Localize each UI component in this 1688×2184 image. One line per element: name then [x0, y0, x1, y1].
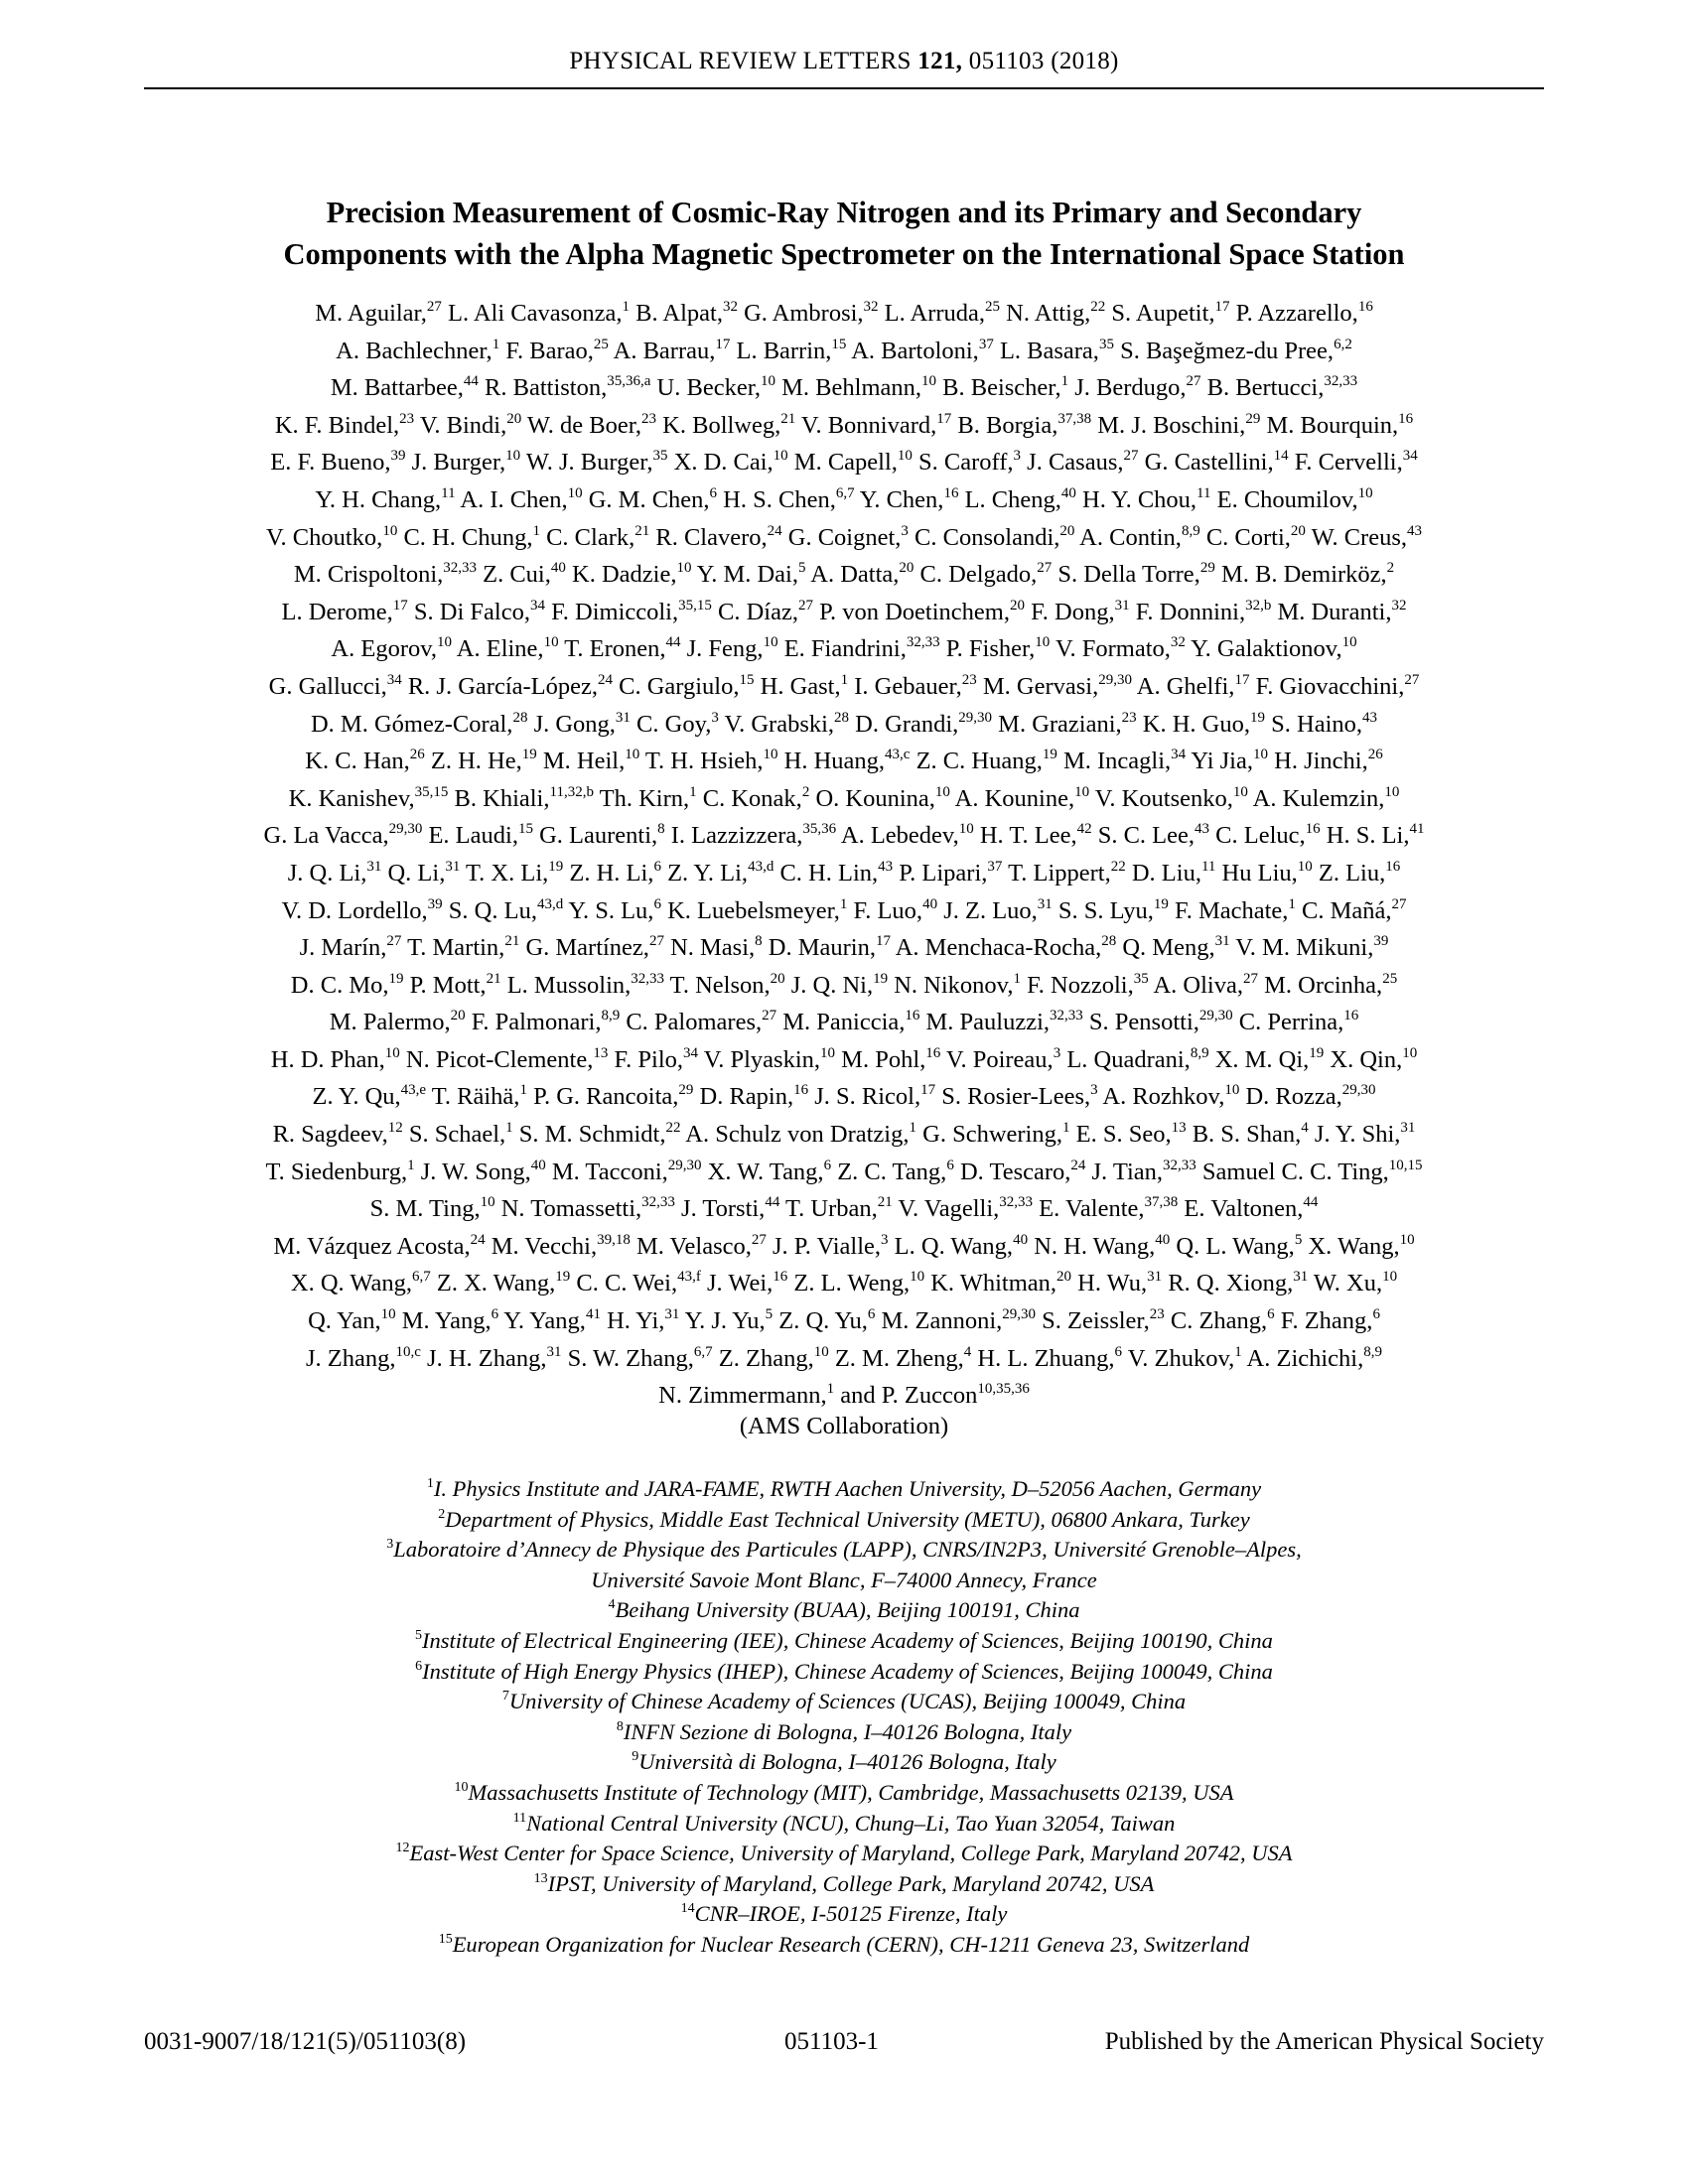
author-line: J. Q. Li,$^{31}$ Q. Li,$^{31}$ T. X. Li,$^{19}$ Z. H. Li,$^6$ Z. Y. Li,$^{43,d}$ C. H. Lin,$^{43}$ P. Lipari,$^{37}$ T. Lippert,$^{22}$ D. Liu,$^{11}$ Hu Liu,$^{10}$ Z. Liu,$^{16}$: [287, 858, 1401, 887]
author-line: D. C. Mo,$^{19}$ P. Mott,$^{21}$ L. Mussolin,$^{32,33}$ T. Nelson,$^{20}$ J. Q. Ni,$^{19}$ N. Nikonov,$^1$ F. Nozzoli,$^{35}$ A. Oliva,$^{27}$ M. Orcinha,$^{25}$: [290, 970, 1398, 999]
footer-page-number: 051103-1: [784, 2028, 879, 2055]
footer-publisher: Published by the American Physical Society: [1104, 2028, 1544, 2055]
affiliation-line: Université Savoie Mont Blanc, F–74000 Annecy, France: [591, 1567, 1097, 1592]
author-line: Y. H. Chang,$^{11}$ A. I. Chen,$^{10}$ G. M. Chen,$^6$ H. S. Chen,$^{6,7}$ Y. Chen,$^{16}$ L. Cheng,$^{40}$ H. Y. Chou,$^{11}$ E. Choumilov,$^{10}$: [315, 484, 1373, 513]
author-line: H. D. Phan,$^{10}$ N. Picot-Clemente,$^{13}$ F. Pilo,$^{34}$ V. Plyaskin,$^{10}$ M. Pohl,$^{16}$ V. Poireau,$^3$ L. Quadrani,$^{8,9}$ X. M. Qi,$^{19}$ X. Qin,$^{10}$: [270, 1044, 1418, 1073]
affiliation-line: $^8$INFN Sezione di Bologna, I–40126 Bologna, Italy: [616, 1718, 1072, 1744]
affiliation-line: $^7$University of Chinese Academy of Sciences (UCAS), Beijing 100049, China: [501, 1689, 1187, 1714]
author-line: X. Q. Wang,$^{6,7}$ Z. X. Wang,$^{19}$ C. C. Wei,$^{43,f}$ J. Wei,$^{16}$ Z. L. Weng,$^{10}$ K. Whitman,$^{20}$ H. Wu,$^{31}$ R. Q. Xiong,$^{31}$ W. Xu,$^{10}$: [290, 1269, 1398, 1297]
affiliation-line: $^1$I. Physics Institute and JARA-FAME, RWTH Aachen University, D–52056 Aachen, Germany: [426, 1476, 1262, 1501]
collaboration-name: (AMS Collaboration): [739, 1413, 949, 1439]
author-line: G. Gallucci,$^{34}$ R. J. García-López,$^{24}$ C. Gargiulo,$^{15}$ H. Gast,$^1$ I. Gebauer,$^{23}$ M. Gervasi,$^{29,30}$ A. Ghelfi,$^{17}$ F. Giovacchini,$^{27}$: [268, 671, 1420, 700]
affiliation-line: $^5$Institute of Electrical Engineering (IEE), Chinese Academy of Sciences, Beijing 100190, China: [415, 1627, 1273, 1653]
affiliation-line: $^9$Università di Bologna, I–40126 Bologna, Italy: [632, 1749, 1056, 1775]
author-line: A. Egorov,$^{10}$ A. Eline,$^{10}$ T. Eronen,$^{44}$ J. Feng,$^{10}$ E. Fiandrini,$^{32,33}$ P. Fisher,$^{10}$ V. Formato,$^{32}$ Y. Galaktionov,$^{10}$: [331, 634, 1357, 663]
author-line: G. La Vacca,$^{29,30}$ E. Laudi,$^{15}$ G. Laurenti,$^8$ I. Lazzizzera,$^{35,36}$ A. Lebedev,$^{10}$ H. T. Lee,$^{42}$ S. C. Lee,$^{43}$ C. Leluc,$^{16}$ H. S. Li,$^{41}$: [263, 821, 1425, 850]
affiliation-line: $^3$Laboratoire d’Annecy de Physique des Particules (LAPP), CNRS/IN2P3, Université Grenoble–Alpes,: [386, 1537, 1302, 1563]
author-line: J. Marín,$^{27}$ T. Martin,$^{21}$ G. Martínez,$^{27}$ N. Masi,$^8$ D. Maurin,$^{17}$ A. Menchaca-Rocha,$^{28}$ Q. Meng,$^{31}$ V. M. Mikuni,$^{39}$: [299, 933, 1389, 962]
author-line: Q. Yan,$^{10}$ M. Yang,$^6$ Y. Yang,$^{41}$ H. Yi,$^{31}$ Y. J. Yu,$^5$ Z. Q. Yu,$^6$ M. Zannoni,$^{29,30}$ S. Zeissler,$^{23}$ C. Zhang,$^6$ F. Zhang,$^6$: [308, 1306, 1380, 1335]
journal-name: PHYSICAL REVIEW LETTERS: [569, 48, 918, 74]
author-line: K. F. Bindel,$^{23}$ V. Bindi,$^{20}$ W. de Boer,$^{23}$ K. Bollweg,$^{21}$ V. Bonnivard,$^{17}$ B. Borgia,$^{37,38}$ M. J. Boschini,$^{29}$ M. Bourquin,$^{16}$: [274, 410, 1414, 439]
footer-doi: 0031-9007/18/121(5)/051103(8): [144, 2028, 467, 2055]
author-list: [144, 295, 1544, 1415]
author-line: K. C. Han,$^{26}$ Z. H. He,$^{19}$ M. Heil,$^{10}$ T. H. Hsieh,$^{10}$ H. Huang,$^{43,c}$ Z. C. Huang,$^{19}$ M. Incagli,$^{34}$ Yi Jia,$^{10}$ H. Jinchi,$^{26}$: [305, 747, 1383, 775]
title-line-2: Components with the Alpha Magnetic Spectrometer on the International Space Station: [283, 237, 1405, 271]
author-line: Z. Y. Qu,$^{43,e}$ T. Räihä,$^1$ P. G. Rancoita,$^{29}$ D. Rapin,$^{16}$ J. S. Ricol,$^{17}$ S. Rosier-Lees,$^3$ A. Rozhkov,$^{10}$ D. Rozza,$^{29,30}$: [312, 1082, 1376, 1111]
affiliation-line: $^4$Beihang University (BUAA), Beijing 100191, China: [608, 1597, 1080, 1623]
affiliation-line: $^2$Department of Physics, Middle East Technical University (METU), 06800 Ankara, Turkey: [438, 1506, 1250, 1532]
author-line: M. Aguilar,$^{27}$ L. Ali Cavasonza,$^1$ B. Alpat,$^{32}$ G. Ambrosi,$^{32}$ L. Arruda,$^{25}$ N. Attig,$^{22}$ S. Aupetit,$^{17}$ P. Azzarello,$^{16}$: [315, 299, 1373, 327]
affiliation-line: $^{12}$East-West Center for Space Science, University of Maryland, College Park, Maryland 20742, USA: [395, 1841, 1293, 1866]
author-line: R. Sagdeev,$^{12}$ S. Schael,$^1$ S. M. Schmidt,$^{22}$ A. Schulz von Dratzig,$^1$ G. Schwering,$^1$ E. S. Seo,$^{13}$ B. S. Shan,$^4$ J. Y. Shi,$^{31}$: [272, 1120, 1416, 1149]
article-number: 051103 (2018): [962, 48, 1119, 74]
author-line: M. Palermo,$^{20}$ F. Palmonari,$^{8,9}$ C. Palomares,$^{27}$ M. Paniccia,$^{16}$ M. Pauluzzi,$^{32,33}$ S. Pensotti,$^{29,30}$ C. Perrina,$^{16}$: [329, 1008, 1359, 1036]
author-line: D. M. Gómez-Coral,$^{28}$ J. Gong,$^{31}$ C. Goy,$^3$ V. Grabski,$^{28}$ D. Grandi,$^{29,30}$ M. Graziani,$^{23}$ K. H. Guo,$^{19}$ S. Haino,$^{43}$: [310, 709, 1377, 738]
author-line: M. Crispoltoni,$^{32,33}$ Z. Cui,$^{40}$ K. Dadzie,$^{10}$ Y. M. Dai,$^5$ A. Datta,$^{20}$ C. Delgado,$^{27}$ S. Della Torre,$^{29}$ M. B. Demirköz,$^2$: [293, 560, 1395, 589]
author-line: M. Vázquez Acosta,$^{24}$ M. Vecchi,$^{39,18}$ M. Velasco,$^{27}$ J. P. Vialle,$^3$ L. Q. Wang,$^{40}$ N. H. Wang,$^{40}$ Q. L. Wang,$^5$ X. Wang,$^{10}$: [273, 1231, 1415, 1260]
author-line: N. Zimmermann,$^1$ and P. Zuccon$^{10,35,36}$: [658, 1381, 1030, 1410]
title-line-1: Precision Measurement of Cosmic-Ray Nitrogen and its Primary and Secondary: [326, 196, 1362, 229]
author-line: E. F. Bueno,$^{39}$ J. Burger,$^{10}$ W. J. Burger,$^{35}$ X. D. Cai,$^{10}$ M. Capell,$^{10}$ S. Caroff,$^3$ J. Casaus,$^{27}$ G. Castellini,$^{14}$ F. Cervelli,$^{34}$: [270, 448, 1418, 477]
affiliation-line: $^6$Institute of High Energy Physics (IHEP), Chinese Academy of Sciences, Beijing 100049, China: [415, 1658, 1273, 1684]
affiliation-line: $^{11}$National Central University (NCU), Chung–Li, Tao Yuan 32054, Taiwan: [512, 1810, 1176, 1836]
author-line: L. Derome,$^{17}$ S. Di Falco,$^{34}$ F. Dimiccoli,$^{35,15}$ C. Díaz,$^{27}$ P. von Doetinchem,$^{20}$ F. Dong,$^{31}$ F. Donnini,$^{32,b}$ M. Duranti,$^{32}$: [281, 597, 1407, 625]
journal-volume: 121,: [917, 48, 963, 74]
author-line: V. D. Lordello,$^{39}$ S. Q. Lu,$^{43,d}$ Y. S. Lu,$^6$ K. Luebelsmeyer,$^1$ F. Luo,$^{40}$ J. Z. Luo,$^{31}$ S. S. Lyu,$^{19}$ F. Machate,$^1$ C. Mañá,$^{27}$: [281, 895, 1407, 924]
author-line: A. Bachlechner,$^1$ F. Barao,$^{25}$ A. Barrau,$^{17}$ L. Barrin,$^{15}$ A. Bartoloni,$^{37}$ L. Basara,$^{35}$ S. Başeğmez-du Pree,$^{6,2}$: [336, 336, 1352, 364]
affiliation-line: $^{14}$CNR–IROE, I-50125 Firenze, Italy: [680, 1901, 1008, 1927]
author-line: K. Kanishev,$^{35,15}$ B. Khiali,$^{11,32,b}$ Th. Kirn,$^1$ C. Konak,$^2$ O. Kounina,$^{10}$ A. Kounine,$^{10}$ V. Koutsenko,$^{10}$ A. Kulemzin,$^{10}$: [288, 783, 1400, 812]
affiliation-line: $^{15}$European Organization for Nuclear Research (CERN), CH-1211 Geneva 23, Switzerland: [438, 1931, 1250, 1957]
author-line: T. Siedenburg,$^1$ J. W. Song,$^{40}$ M. Tacconi,$^{29,30}$ X. W. Tang,$^6$ Z. C. Tang,$^6$ D. Tescaro,$^{24}$ J. Tian,$^{32,33}$ Samuel C. C. Ting,$^{10,15}$: [265, 1157, 1423, 1185]
affiliation-line: $^{10}$Massachusetts Institute of Technology (MIT), Cambridge, Massachusetts 02139, USA: [454, 1779, 1234, 1805]
author-line: V. Choutko,$^{10}$ C. H. Chung,$^1$ C. Clark,$^{21}$ R. Clavero,$^{24}$ G. Coignet,$^3$ C. Consolandi,$^{20}$ A. Contin,$^{8,9}$ C. Corti,$^{20}$ W. Creus,$^{43}$: [266, 522, 1422, 551]
running-header: [144, 48, 1544, 87]
paper-title: [144, 192, 1544, 275]
header-rule: [144, 87, 1544, 89]
affiliation-line: $^{13}$IPST, University of Maryland, College Park, Maryland 20742, USA: [533, 1870, 1155, 1896]
author-line: J. Zhang,$^{10,c}$ J. H. Zhang,$^{31}$ S. W. Zhang,$^{6,7}$ Z. Zhang,$^{10}$ Z. M. Zheng,$^4$ H. L. Zhuang,$^6$ V. Zhukov,$^1$ A. Zichichi,$^{8,9}$: [305, 1343, 1382, 1372]
author-line: S. M. Ting,$^{10}$ N. Tomassetti,$^{32,33}$ J. Torsti,$^{44}$ T. Urban,$^{21}$ V. Vagelli,$^{32,33}$ E. Valente,$^{37,38}$ E. Valtonen,$^{44}$: [369, 1194, 1319, 1223]
author-line: M. Battarbee,$^{44}$ R. Battiston,$^{35,36,a}$ U. Becker,$^{10}$ M. Behlmann,$^{10}$ B. Beischer,$^1$ J. Berdugo,$^{27}$ B. Bertucci,$^{32,33}$: [330, 373, 1358, 402]
affiliation-list: [144, 1474, 1544, 1961]
